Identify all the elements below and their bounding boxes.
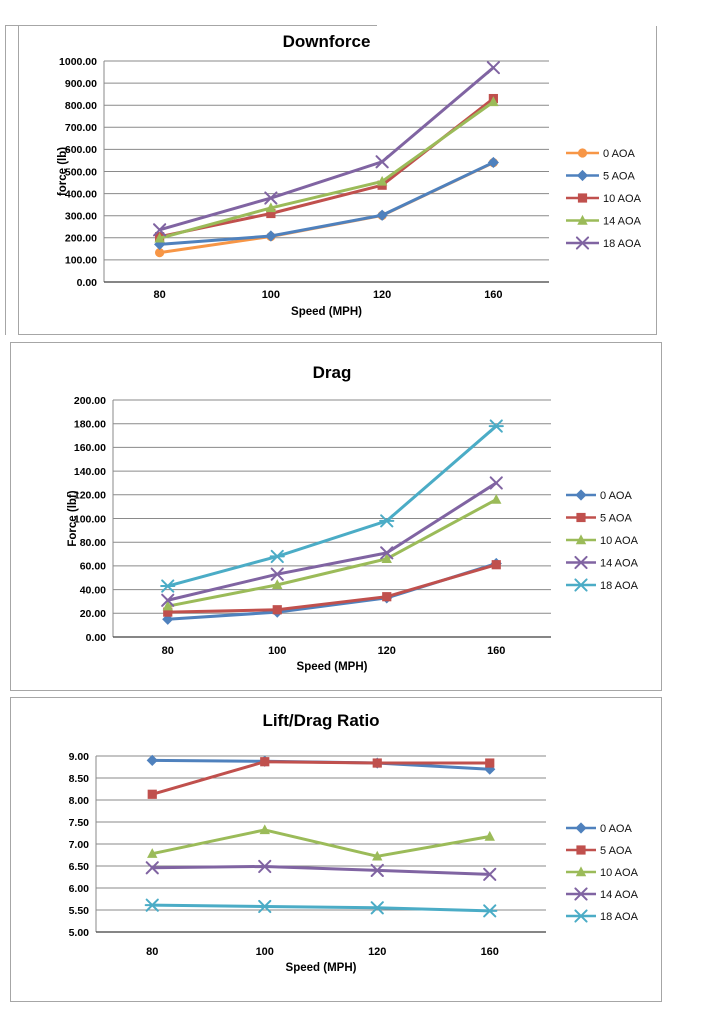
y-tick-label: 0.00: [85, 631, 106, 644]
pane-edge-vertical: [5, 25, 6, 335]
legend-label: 10 AOA: [600, 535, 638, 547]
legend-item-14-aoa[interactable]: [566, 557, 639, 570]
legend-marker: [578, 193, 587, 202]
y-tick-label: 300.00: [64, 210, 97, 223]
marker-18-aoa: [146, 900, 159, 911]
legend-label: 5 AOA: [600, 845, 632, 857]
y-tick-label: 9.00: [68, 750, 89, 763]
legend-marker: [576, 845, 585, 854]
drag-plot-canvas: [11, 343, 661, 690]
x-tick-label: 120: [377, 645, 396, 657]
legend-item-14-aoa[interactable]: [566, 215, 642, 228]
y-tick-label: 180.00: [73, 418, 106, 431]
y-tick-label: 400.00: [64, 188, 97, 201]
x-tick-label: 120: [372, 289, 392, 301]
series-line-14-aoa[interactable]: [160, 102, 494, 238]
marker-10-aoa: [491, 494, 501, 504]
series-line-18-aoa[interactable]: [160, 68, 494, 230]
y-tick-label: 8.00: [68, 794, 89, 807]
x-tick-label: 100: [255, 946, 274, 958]
legend-label: 0 AOA: [600, 823, 632, 835]
marker-5-aoa: [485, 758, 494, 767]
lift-drag-plot-canvas: [11, 698, 661, 1001]
legend-item-18-aoa[interactable]: [566, 579, 639, 592]
marker-5-aoa: [488, 157, 499, 168]
y-tick-label: 100.00: [73, 513, 106, 526]
marker-14-aoa: [491, 477, 502, 488]
y-tick-label: 140.00: [73, 465, 106, 478]
legend-marker: [575, 489, 586, 500]
legend-marker: [577, 170, 588, 181]
legend-item-14-aoa[interactable]: [566, 888, 639, 901]
y-tick-label: 900.00: [64, 77, 97, 90]
legend-item-18-aoa[interactable]: [566, 910, 639, 923]
x-tick-label: 100: [268, 645, 287, 657]
series-line-0-aoa[interactable]: [160, 163, 494, 253]
legend-marker: [576, 513, 585, 522]
marker-5-aoa: [382, 592, 391, 601]
y-tick-label: 6.50: [68, 860, 89, 873]
x-tick-label: 160: [484, 289, 503, 301]
y-tick-label: 7.00: [68, 838, 89, 851]
legend-label: 18 AOA: [600, 911, 638, 923]
marker-5-aoa: [373, 758, 382, 767]
legend-label: 0 AOA: [600, 490, 632, 502]
y-tick-label: 800.00: [64, 100, 97, 112]
y-tick-label: 120.00: [73, 489, 106, 502]
legend-marker: [578, 148, 587, 157]
y-tick-label: 5.50: [68, 904, 89, 917]
drag-chart[interactable]: [10, 342, 662, 691]
x-tick-label: 100: [261, 289, 281, 301]
marker-5-aoa: [265, 230, 276, 241]
y-tick-label: 7.50: [68, 816, 89, 829]
marker-5-aoa: [260, 757, 269, 766]
y-tick-label: 200.00: [64, 232, 97, 245]
legend-item-10-aoa[interactable]: [566, 193, 642, 205]
chart-title-drag: Drag: [312, 363, 352, 382]
downforce-chart[interactable]: [18, 26, 657, 335]
legend-marker: [574, 579, 587, 590]
y-tick-label: 1000.00: [59, 55, 97, 68]
legend-item-5-aoa[interactable]: [566, 170, 635, 183]
legend-label: 10 AOA: [600, 867, 638, 879]
y-tick-label: 500.00: [64, 166, 97, 179]
y-tick-label: 6.00: [68, 882, 89, 895]
y-tick-label: 20.00: [79, 608, 106, 621]
x-axis-title: Speed (MPH): [296, 661, 368, 673]
y-tick-label: 0.00: [76, 276, 97, 289]
y-tick-label: 160.00: [73, 442, 106, 455]
y-tick-label: 60.00: [79, 560, 106, 573]
y-tick-label: 40.00: [79, 584, 106, 597]
y-tick-label: 100.00: [64, 254, 97, 267]
legend-item-5-aoa[interactable]: [566, 845, 632, 857]
marker-18-aoa: [483, 905, 496, 916]
marker-5-aoa: [377, 210, 388, 221]
series-line-14-aoa[interactable]: [168, 483, 497, 600]
legend-item-18-aoa[interactable]: [566, 237, 642, 250]
x-tick-label: 160: [487, 645, 506, 657]
legend-label: 10 AOA: [603, 193, 641, 205]
series-line-5-aoa[interactable]: [160, 162, 494, 244]
y-tick-label: 200.00: [73, 394, 106, 407]
x-tick-label: 160: [480, 946, 499, 958]
lift-drag-ratio-chart[interactable]: [10, 697, 662, 1002]
series-line-14-aoa[interactable]: [152, 866, 490, 874]
marker-18-aoa: [490, 420, 503, 431]
marker-5-aoa: [273, 605, 282, 614]
x-tick-label: 120: [368, 946, 387, 958]
legend-label: 14 AOA: [600, 557, 638, 570]
y-tick-label: 8.50: [68, 772, 89, 785]
legend-label: 5 AOA: [603, 170, 635, 183]
marker-18-aoa: [371, 902, 384, 913]
y-tick-label: 600.00: [64, 144, 97, 157]
x-tick-label: 80: [161, 645, 174, 657]
chart-title-downforce: Downforce: [282, 32, 371, 51]
legend-label: 5 AOA: [600, 512, 632, 525]
legend-marker: [575, 822, 586, 833]
x-axis-title: Speed (MPH): [291, 306, 362, 318]
marker-18-aoa: [380, 515, 393, 526]
x-tick-label: 80: [146, 946, 159, 958]
y-tick-label: 80.00: [79, 537, 106, 549]
marker-5-aoa: [148, 790, 157, 799]
legend-item-0-aoa[interactable]: [566, 148, 635, 160]
chart-title-lift-drag-ratio: Lift/Drag Ratio: [262, 711, 380, 730]
legend-label: 18 AOA: [600, 580, 638, 592]
legend-label: 14 AOA: [603, 215, 641, 228]
x-tick-label: 80: [153, 289, 166, 301]
series-line-10-aoa[interactable]: [152, 830, 490, 856]
legend-item-5-aoa[interactable]: [566, 513, 632, 525]
legend-item-10-aoa[interactable]: [566, 866, 639, 879]
legend-label: 0 AOA: [603, 148, 635, 160]
legend-item-10-aoa[interactable]: [566, 534, 639, 547]
legend-item-0-aoa[interactable]: [566, 822, 632, 835]
legend-item-0-aoa[interactable]: [566, 489, 632, 502]
y-tick-label: 700.00: [64, 122, 97, 135]
marker-18-aoa: [488, 62, 499, 73]
legend-label: 14 AOA: [600, 889, 638, 901]
y-axis-title: force (lb): [57, 146, 69, 197]
x-axis-title: Speed (MPH): [285, 962, 357, 974]
y-axis-title: Force (lbf): [67, 490, 79, 547]
marker-5-aoa: [492, 560, 501, 569]
y-tick-label: 5.00: [68, 926, 89, 939]
marker-18-aoa: [271, 551, 284, 562]
downforce-plot-canvas: [19, 26, 656, 333]
legend-marker: [574, 910, 587, 921]
legend-label: 18 AOA: [603, 238, 641, 250]
